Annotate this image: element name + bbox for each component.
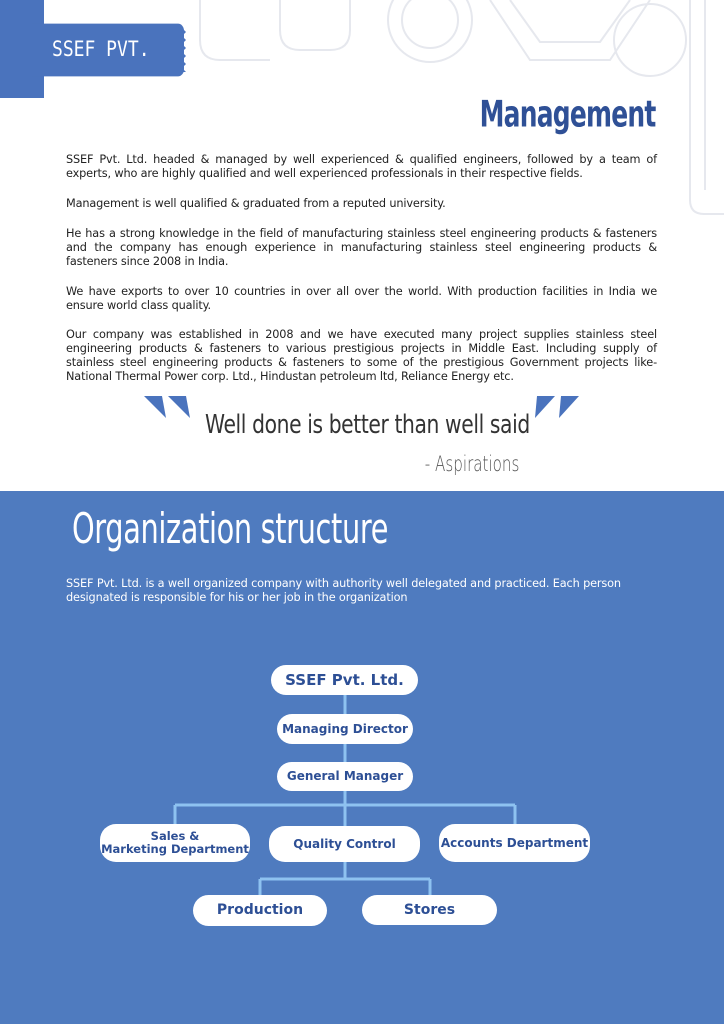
org-node-sales-marketing <box>100 824 250 862</box>
org-node-general-manager: General Manager <box>277 762 413 791</box>
org-node-stores: Stores <box>362 895 497 925</box>
organization-section <box>0 491 724 1024</box>
org-node-managing-director: Managing Director <box>277 714 413 744</box>
section-title: Organization structure <box>72 505 389 554</box>
management-section <box>0 0 724 491</box>
org-node-sales-line2: Marketing Department <box>101 842 249 856</box>
open-quote-icon <box>142 396 192 422</box>
management-paragraph: He has a strong knowledge in the field of manufacturing stainless steel engineering products & fasteners and the company has enough experience in manufacturing stainless steel engineering products & fasteners since 2008 in India. <box>66 227 657 268</box>
org-node-accounts: Accounts Department <box>439 824 590 862</box>
quote-author: - Aspirations <box>424 452 519 476</box>
quote-text: Well done is better than well said <box>205 410 530 440</box>
management-paragraph: We have exports to over 10 countries in over all over the world. With production facilities in India we ensure world class quality. <box>66 285 657 312</box>
org-node-sales-line1: Sales & <box>150 829 200 843</box>
section-description: SSEF Pvt. Ltd. is a well organized company with authority well delegated and practiced. Each person designated is responsible for his or her job in the organization <box>66 577 621 604</box>
org-node-production: Production <box>193 895 327 926</box>
management-paragraph: Management is well qualified & graduated from a reputed university. <box>66 197 446 210</box>
company-badge: SSEF PVT. LTD. <box>32 24 184 77</box>
close-quote-icon <box>531 396 581 422</box>
badge-serrated-edge <box>176 28 186 72</box>
management-paragraph: Our company was established in 2008 and we have executed many project supplies stainless steel engineering products & fasteners to various prestigious projects in Middle East. Including supply of stainless steel engineering products & fasteners to some of the prestigious Government projects like- National Thermal Power corp. Ltd., Hindustan petroleum ltd, Reliance Energy etc. <box>66 328 657 383</box>
quote-block <box>0 396 724 486</box>
org-node-quality-control: Quality Control <box>269 826 420 862</box>
management-paragraph: SSEF Pvt. Ltd. headed & managed by well experienced & qualified engineers, followed by a team of experts, who are highly qualified and well experienced professionals in their respective fields. <box>66 153 657 180</box>
org-chart-connectors <box>0 491 724 1024</box>
org-node-company: SSEF Pvt. Ltd. <box>271 665 418 695</box>
page-title: Management <box>480 92 656 136</box>
